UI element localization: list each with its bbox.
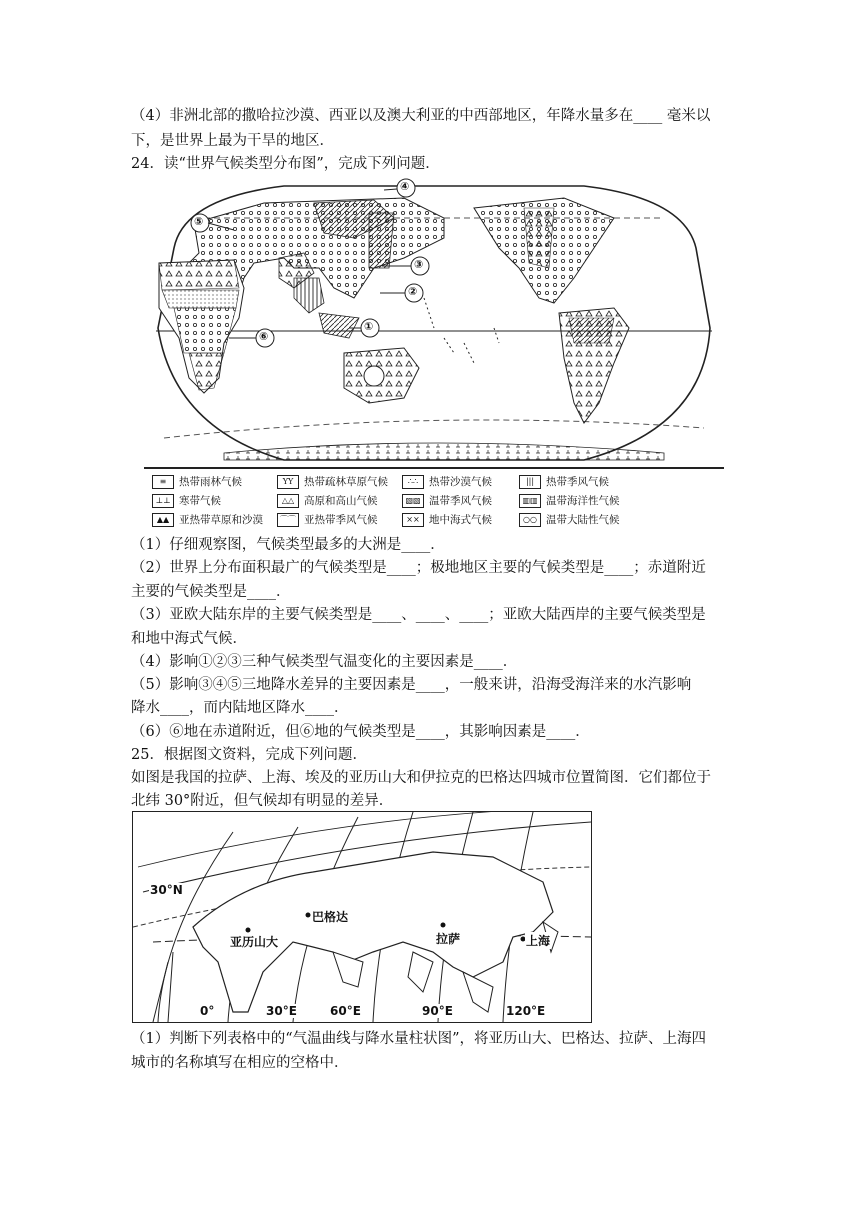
q24-question-3a: （3）亚欧大陆东岸的主要气候类型是____、____、____；亚欧大陆西岸的主要气候类型是 <box>131 607 706 623</box>
city-location-map <box>132 811 592 1023</box>
legend-item <box>277 493 378 508</box>
q24-question-5b: 降水____，而内陆地区降水____． <box>131 700 349 716</box>
label-lon-90e: 90°E <box>422 1004 453 1018</box>
legend-label: 温带大陆性气候 <box>546 514 620 526</box>
map-legend <box>144 467 724 529</box>
marker-1: ① <box>364 320 374 333</box>
q24-question-6: （6）⑥地在赤道附近，但⑥地的气候类型是____，其影响因素是____． <box>131 724 590 740</box>
legend-item <box>519 474 609 489</box>
legend-item <box>277 474 388 489</box>
legend-item <box>519 493 620 508</box>
q23-part4-line1: （4）非洲北部的撒哈拉沙漠、西亚以及澳大利亚的中西部地区，年降水量多在____ 毫米以 <box>131 108 711 124</box>
marker-2: ② <box>408 285 418 298</box>
legend-label: 热带雨林气候 <box>179 476 242 488</box>
legend-item <box>152 512 263 527</box>
q24-question-1: （1）仔细观察图，气候类型最多的大洲是____． <box>131 537 445 553</box>
legend-item <box>152 493 221 508</box>
q25-title: 25．根据图文资料，完成下列问题． <box>131 747 367 763</box>
label-lon-120e: 120°E <box>506 1004 546 1018</box>
city-map-graphic <box>133 812 591 1022</box>
legend-item <box>152 474 242 489</box>
legend-swatch: ▲▲ <box>152 513 174 527</box>
legend-label: 热带季风气候 <box>546 476 609 488</box>
marker-4: ④ <box>400 180 410 193</box>
legend-label: 寒带气候 <box>179 495 221 507</box>
world-map-graphic <box>144 178 724 466</box>
legend-label: 热带沙漠气候 <box>429 476 492 488</box>
label-shanghai: 上海 <box>526 934 551 948</box>
legend-swatch: ⌒⌒ <box>277 513 299 527</box>
q25-intro-line1: 如图是我国的拉萨、上海、埃及的亚历山大和伊拉克的巴格达四城市位置简图．它们都位于 <box>131 770 711 786</box>
legend-swatch: ▥▥ <box>519 494 541 508</box>
label-lhasa: 拉萨 <box>436 932 461 946</box>
marker-6: ⑥ <box>259 330 269 343</box>
legend-label: 亚热带季风气候 <box>304 514 378 526</box>
label-30n: 30°N <box>150 883 183 897</box>
q25-intro-line2: 北纬 30°附近，但气候却有明显的差异． <box>131 793 394 809</box>
legend-label: 温带季风气候 <box>429 495 492 507</box>
world-climate-map <box>144 178 724 466</box>
label-lon-60e: 60°E <box>330 1004 361 1018</box>
legend-item <box>402 512 492 527</box>
legend-label: 地中海式气候 <box>429 514 492 526</box>
marker-5: ⑤ <box>194 215 204 228</box>
legend-item <box>519 512 620 527</box>
label-alexandria: 亚历山大 <box>230 935 279 949</box>
legend-item <box>402 493 492 508</box>
legend-swatch: ○○ <box>519 513 541 527</box>
marker-3: ③ <box>414 258 424 271</box>
q25-question-1-line1: （1）判断下列表格中的“气温曲线与降水量柱状图”，将亚历山大、巴格达、拉萨、上海四 <box>131 1031 707 1047</box>
legend-swatch: ▧▧ <box>402 494 424 508</box>
legend-swatch: ∴∴ <box>402 475 424 489</box>
legend-item <box>402 474 492 489</box>
legend-swatch: ||| <box>519 475 541 489</box>
q24-question-2a: （2）世界上分布面积最广的气候类型是____；极地地区主要的气候类型是____；赤道附近 <box>131 560 706 576</box>
legend-label: 亚热带草原和沙漠 <box>179 514 263 526</box>
q25-question-1-line2: 城市的名称填写在相应的空格中． <box>131 1055 349 1071</box>
legend-label: 温带海洋性气候 <box>546 495 620 507</box>
legend-swatch: ΥΥ <box>277 475 299 489</box>
legend-item <box>277 512 378 527</box>
legend-swatch: △△ <box>277 494 299 508</box>
q24-title: 24．读“世界气候类型分布图”，完成下列问题． <box>131 156 440 172</box>
label-baghdad: 巴格达 <box>312 910 349 924</box>
q24-question-4: （4）影响①②③三种气候类型气温变化的主要因素是____． <box>131 654 518 670</box>
label-lon-30e: 30°E <box>266 1004 297 1018</box>
q24-question-5a: （5）影响③④⑤三地降水差异的主要因素是____，一般来讲，沿海受海洋来的水汽影响 <box>131 677 692 693</box>
legend-swatch: ×× <box>402 513 424 527</box>
q24-question-3b: 和地中海式气候． <box>131 631 247 647</box>
q23-part4-line2: 下，是世界上最为干旱的地区． <box>131 133 334 149</box>
legend-label: 热带疏林草原气候 <box>304 476 388 488</box>
legend-swatch: ⊥⊥ <box>152 494 174 508</box>
q24-question-2b: 主要的气候类型是____． <box>131 584 291 600</box>
label-lon-0: 0° <box>200 1004 215 1018</box>
legend-label: 高原和高山气候 <box>304 495 378 507</box>
legend-swatch: ≡ <box>152 475 174 489</box>
